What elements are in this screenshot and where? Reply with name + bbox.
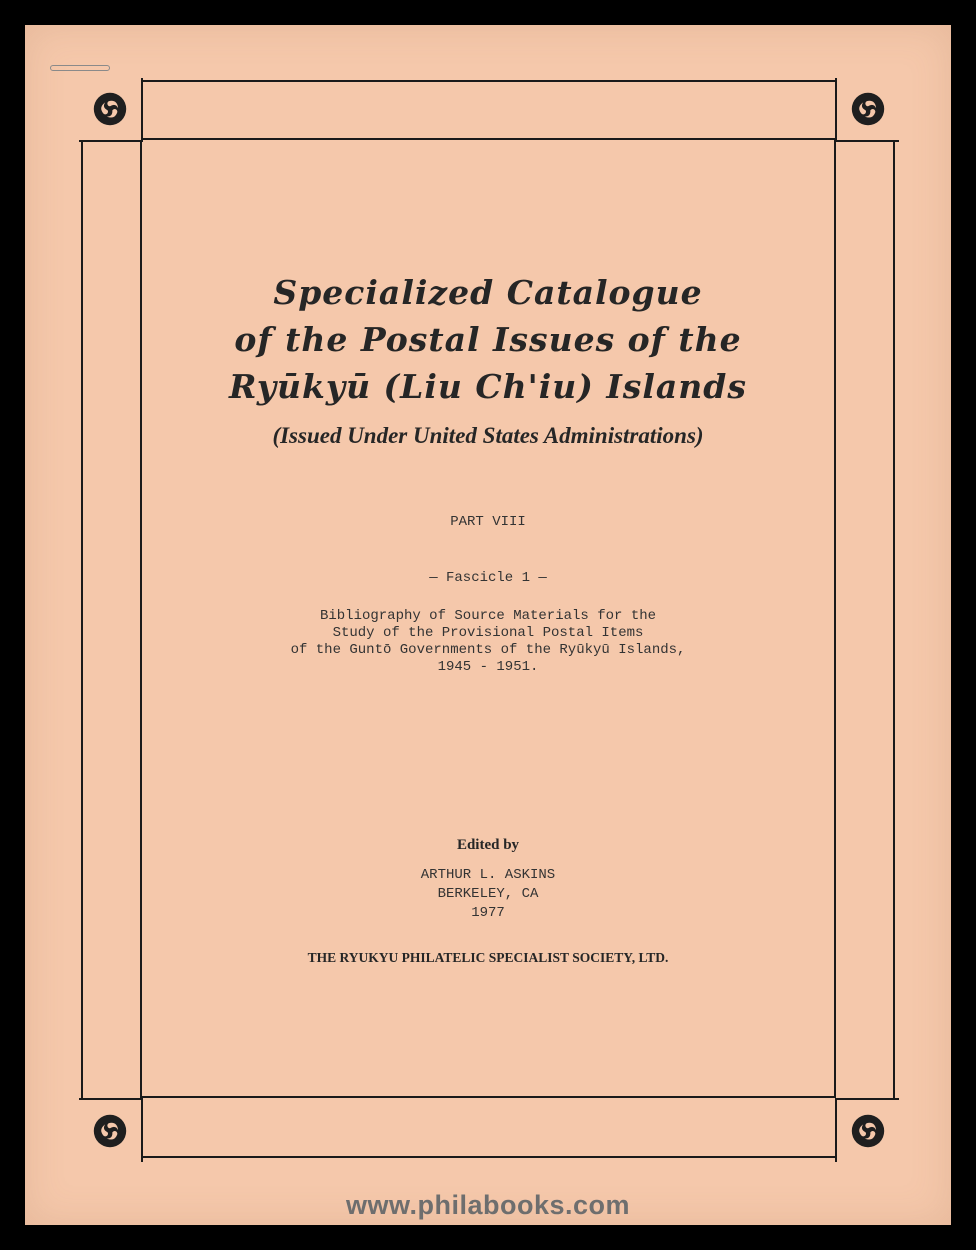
description-line-1: Bibliography of Source Materials for the [319, 608, 657, 624]
watermark-url: www.philabooks.com [345, 1190, 631, 1220]
fascicle-number: — Fascicle 1 — [429, 570, 547, 586]
title-line-3: Ryūkyū (Liu Ch'iu) Islands [229, 367, 747, 406]
editor-name: ARTHUR L. ASKINS [420, 867, 556, 883]
part-number: PART VIII [450, 514, 526, 530]
description-line-3: of the Guntō Governments of the Ryūkyū Islands, [290, 642, 686, 658]
publication-year: 1977 [471, 905, 505, 921]
edited-by-label: Edited by [456, 837, 520, 853]
mitsudomoe-icon [92, 91, 128, 127]
mitsudomoe-icon [850, 1113, 886, 1149]
book-cover [25, 25, 951, 1225]
mitsudomoe-icon [92, 1113, 128, 1149]
subtitle: (Issued Under United States Administrations) [272, 423, 704, 448]
mitsudomoe-icon [850, 91, 886, 127]
title-line-2: of the Postal Issues of the [234, 320, 742, 359]
editor-location: BERKELEY, CA [437, 886, 539, 902]
title-line-1: Specialized Catalogue [273, 273, 703, 312]
publisher: THE RYUKYU PHILATELIC SPECIALIST SOCIETY, LTD. [307, 950, 669, 965]
description-line-2: Study of the Provisional Postal Items [332, 625, 644, 641]
staple [50, 65, 110, 71]
description-line-4: 1945 - 1951. [437, 659, 539, 675]
